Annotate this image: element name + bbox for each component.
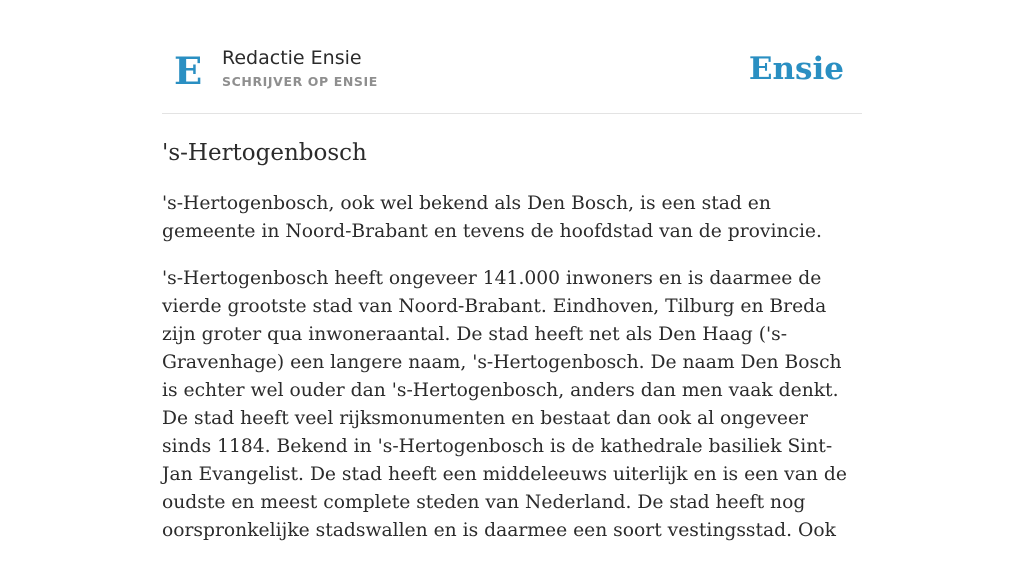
article-paragraph: 's-Hertogenbosch heeft ongeveer 141.000 inwoners en is daarmee de vierde grootste stad van Noord-Brabant. Eindhoven, Tilburg en Breda zijn groter qua inwoneraantal. De stad heeft net als Den Haag ('s-Gravenhage) een langere naam, 's-Hertogenbosch. De naam Den Bosch is echter wel ouder dan 's-Hertogenbosch, anders dan men vaak denkt. De stad heeft veel rijksmonumenten en bestaat dan ook al ongeveer sinds 1184. Bekend in 's-Hertogenbosch is de kathedrale basiliek Sint-Jan Evangelist. De stad heeft een middeleeuws uiterlijk en is een van de oudste en meest complete steden van Nederland. De stad heeft nog oorspronkelijke stadswallen en is daarmee een soort vestingsstad. Ook — [162, 268, 847, 541]
article-body — [162, 190, 862, 564]
brand-logo[interactable]: Ensie — [748, 51, 844, 87]
article-title: 's-Hertogenbosch — [162, 140, 367, 166]
author-avatar-logo[interactable]: E — [174, 49, 203, 93]
author-name-link[interactable]: Redactie Ensie — [222, 47, 362, 69]
author-role: SCHRIJVER OP ENSIE — [222, 74, 378, 89]
author-header — [162, 40, 862, 114]
article-paragraph: 's-Hertogenbosch, ook wel bekend als Den Bosch, is een stad en gemeente in Noord-Brabant en tevens de hoofdstad van de provincie. — [162, 193, 822, 242]
